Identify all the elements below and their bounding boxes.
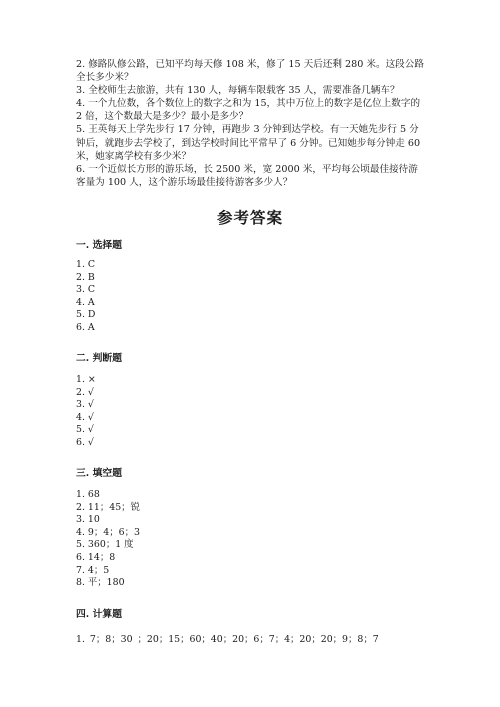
section-heading-fill: 三. 填空题 (76, 468, 123, 479)
problem-4: 4. 一个九位数，各个数位上的数字之和为 15，其中万位上的数字是亿位上数字的 2 倍，这个数最大是多少？最小是多少？ (76, 98, 421, 123)
choice-answers (76, 259, 95, 335)
problem-5: 5. 王英每天上学先步行 17 分钟，再跑步 3 分钟到达学校。有一天她先步行 5 分钟后，就跑步去学校了，到达学校时间比平常早了 6 分钟。已知她步每分钟走 60 米，她家离学校有多少米？ (76, 124, 421, 162)
answer-item: 5. D (76, 309, 96, 321)
section-heading-calc: 四. 计算题 (76, 609, 123, 620)
answer-item: 5. 360；1 度 (76, 539, 134, 551)
answer-item: 3. 10 (76, 514, 100, 526)
section-heading-choice: 一. 选择题 (76, 240, 123, 251)
answer-item: 4. √ (76, 411, 94, 423)
word-problems (76, 58, 426, 189)
answer-item: 1. 68 (76, 489, 100, 500)
answer-item: 6. 14；8 (76, 551, 116, 563)
answer-item: 1. × (76, 374, 96, 385)
answer-item: 4. 9；4；6；3 (76, 526, 140, 538)
answer-item: 4. A (76, 296, 95, 308)
answer-item: 2. 11；45；锐 (76, 501, 140, 513)
answer-item: 6. √ (76, 436, 94, 448)
section-heading-judge: 二. 判断题 (76, 353, 123, 364)
judge-answers (76, 374, 96, 450)
fill-answers (76, 489, 140, 590)
answer-item: 8. 平；180 (76, 577, 125, 589)
answer-item: 3. √ (76, 399, 94, 411)
problem-3: 3. 全校师生去旅游，共有 130 人，每辆车限载客 35 人，需要准备几辆车？ (76, 85, 400, 97)
answer-item: 2. √ (76, 386, 94, 398)
answer-item: 6. A (76, 321, 95, 333)
answer-key-title: 参考答案 (216, 208, 283, 227)
answer-item: 2. B (76, 271, 95, 283)
problem-2: 2. 修路队修公路，已知平均每天修 108 米，修了 15 天后还剩 280 米。这段公路全长多少米？ (76, 59, 424, 84)
calc-answers: 1. 7；8；30 ；20；15；60；40；20；6；7；4；20；20；9；8；7 (76, 634, 379, 645)
answer-item: 1. C (76, 259, 96, 270)
answer-item: 5. √ (76, 424, 94, 436)
problem-6: 6. 一个近似长方形的游乐场，长 2500 米，宽 2000 米，平均每公顷最佳接待游客量为 100 人，这个游乐场最佳接待游客多少人？ (76, 163, 418, 188)
answer-item: 7. 4；5 (76, 564, 110, 576)
answer-item: 3. C (76, 284, 96, 296)
